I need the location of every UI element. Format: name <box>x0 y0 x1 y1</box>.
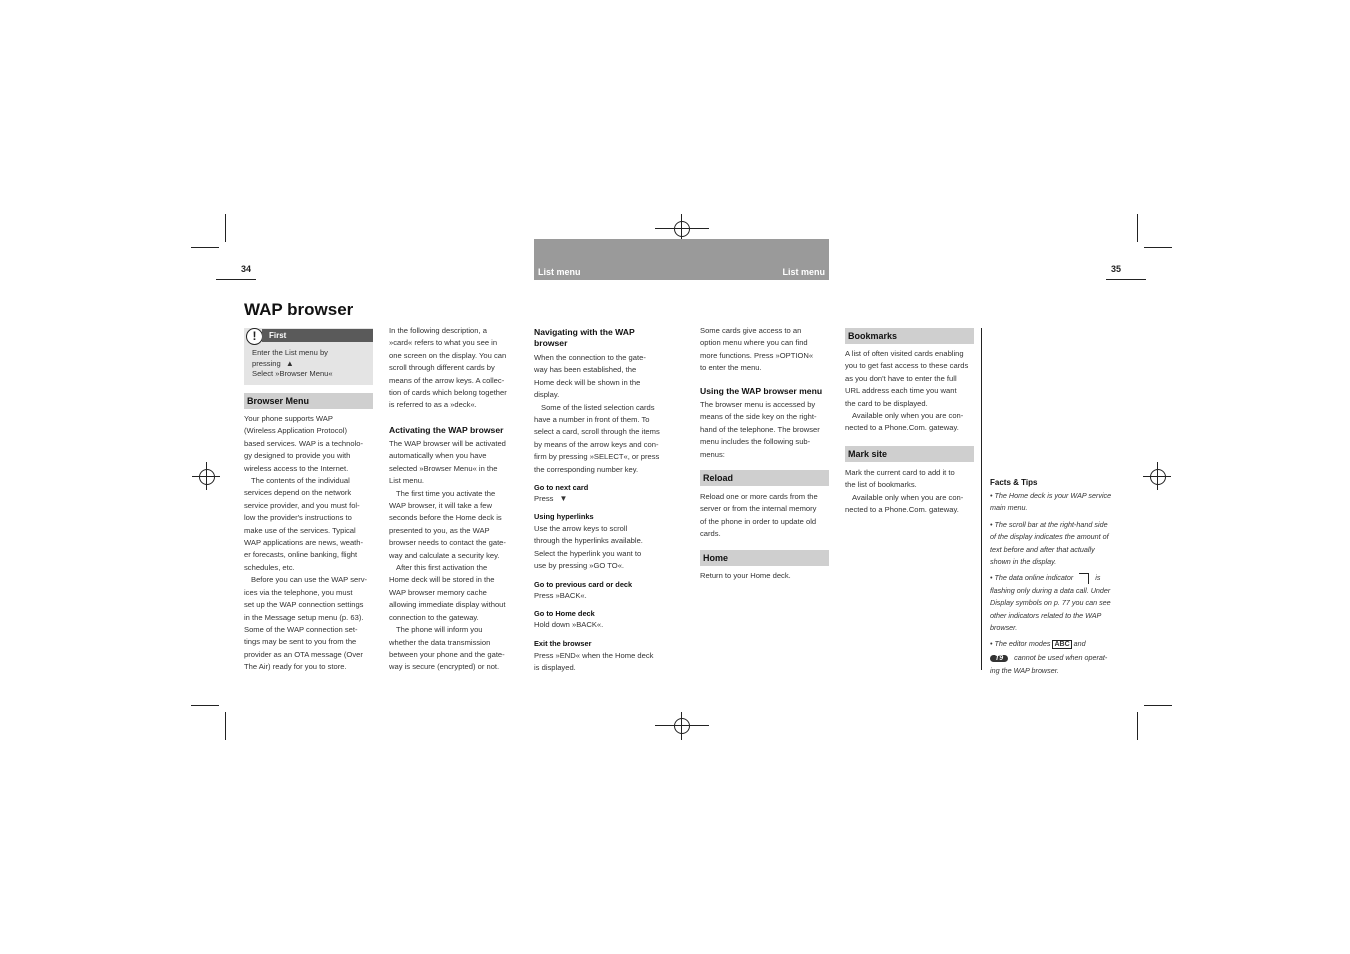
mark-site-body: Mark the current card to add it to the list of bookmarks. Available only when you are con- nected to a Phone.Com. gateway. <box>845 468 964 515</box>
col1-body: Your phone supports WAP (Wireless Application Protocol) based services. WAP is a technolo- gy designed to provide you with wireless access to the Internet. The contents of the individual services depend on the network service provider, and you must fol- low the provider's instructions to make use of the services. Typical WAP applications are news, weath- er forecasts, online banking, flight schedules, etc. Before you can use the WAP serv- ices via the telephone, you must set up the WAP connection settings in the Message setup menu (p. 63). Some of the WAP connection set- tings may be sent to you from the provider as an OTA message (Over The Air) ready for you to store. <box>244 414 368 672</box>
prev-card-heading: Go to previous card or deck <box>534 580 633 589</box>
data-online-icon <box>1079 573 1089 584</box>
col3-body: When the connection to the gate- way has been established, the Home deck will be shown in the display. Some of the listed selection cards have a number in front of them. To select a card, scroll through the items by means of the arrow keys and con- firm by pressing »SELECT«, or press the corresponding number key. <box>534 353 660 474</box>
bookmarks-body: A list of often visited cards enabling you to get fast access to these cards as you don't have to enter the full URL address each time you want the card to be displayed. Available only when you are con- nected to a Phone.Com. gateway. <box>845 349 969 433</box>
facts-heading: Facts & Tips <box>990 478 1038 487</box>
hyperlinks-heading: Using hyperlinks <box>534 512 594 521</box>
col2-body: The WAP browser will be activated automatically when you have selected »Browser Menu« in the List menu. The first time you activate the WAP browser, it will take a few seconds before the Home deck is presented to you, as the WAP browser needs to contact the gate- way and calculate a security key. After this first activation the Home deck will be stored in the WAP browser memory cache allowing immediate display without connection to the gateway. The phone will inform you whether the data transmission between your phone and the gate- way is secure (encrypted) or not. <box>389 439 506 672</box>
facts-body: • The Home deck is your WAP service main menu. • The scroll bar at the right-hand side of the display indicates the amount of text before and after that actually shown in the display. • The data online indicator is flashing only during a data call. Under Display symbols on p. 77 you can see other indicators related to the WAP browser. • The editor modes ABC and T9 cannot be used when operat- ing the WAP browser. <box>990 491 1112 676</box>
home-text: Return to your Home deck. <box>700 571 791 580</box>
first-box <box>244 328 373 385</box>
reload-heading: Reload <box>700 470 829 486</box>
first-label: First <box>262 329 373 342</box>
navigating-heading: Navigating with the WAP browser <box>534 327 635 348</box>
margin-rule <box>981 328 982 670</box>
page-number-right: 35 <box>1111 264 1122 274</box>
banner-right-label: List menu <box>782 267 825 277</box>
banner-left-label: List menu <box>538 267 581 277</box>
exit-heading: Exit the browser <box>534 639 592 648</box>
home-deck-heading: Go to Home deck <box>534 609 595 618</box>
activating-heading: Activating the WAP browser <box>389 425 504 435</box>
reload-body: Reload one or more cards from the server or from the internal memory of the phone in order to update old cards. <box>700 492 818 539</box>
first-line-3: Select »Browser Menu« <box>252 369 333 378</box>
first-line-1: Enter the List menu by <box>252 348 328 357</box>
first-line-2: pressing <box>252 358 281 368</box>
hyperlinks-body: Use the arrow keys to scroll through the hyperlinks available. Select the hyperlink you want to use by pressing »GO TO«. <box>534 524 643 571</box>
next-card-text: Press <box>534 494 554 503</box>
menu-body: The browser menu is accessed by means of the side key on the right- hand of the telephone. The browser menu includes the following sub- menus: <box>700 400 820 459</box>
next-card-heading: Go to next card <box>534 483 589 492</box>
prev-card-text: Press »BACK«. <box>534 591 587 600</box>
up-arrow-icon: ▲ <box>285 358 294 368</box>
exclamation-icon: ! <box>246 328 263 345</box>
mark-site-heading: Mark site <box>845 446 974 462</box>
down-arrow-icon: ▼ <box>559 494 568 503</box>
t9-mode-icon: T9 <box>990 655 1008 662</box>
exit-body: Press »END« when the Home deck is displayed. <box>534 651 654 673</box>
home-heading: Home <box>700 550 829 566</box>
browser-menu-heading: Browser Menu <box>244 393 373 409</box>
page-title: WAP browser <box>244 300 354 319</box>
page-number-left: 34 <box>241 264 252 274</box>
col2-intro: In the following description, a »card« refers to what you see in one screen on the display. You can scroll through different cards by means of the arrow keys. A collec- tion of cards which belong together is referred to as a »deck«. <box>389 326 507 410</box>
section-banner <box>534 239 829 280</box>
home-deck-text: Hold down »BACK«. <box>534 620 604 629</box>
browser-menu-usage-heading: Using the WAP browser menu <box>700 386 823 396</box>
bookmarks-heading: Bookmarks <box>845 328 974 344</box>
col4-intro: Some cards give access to an option menu where you can find more functions. Press »OPTION« to enter the menu. <box>700 326 814 373</box>
abc-mode-icon: ABC <box>1054 641 1070 649</box>
